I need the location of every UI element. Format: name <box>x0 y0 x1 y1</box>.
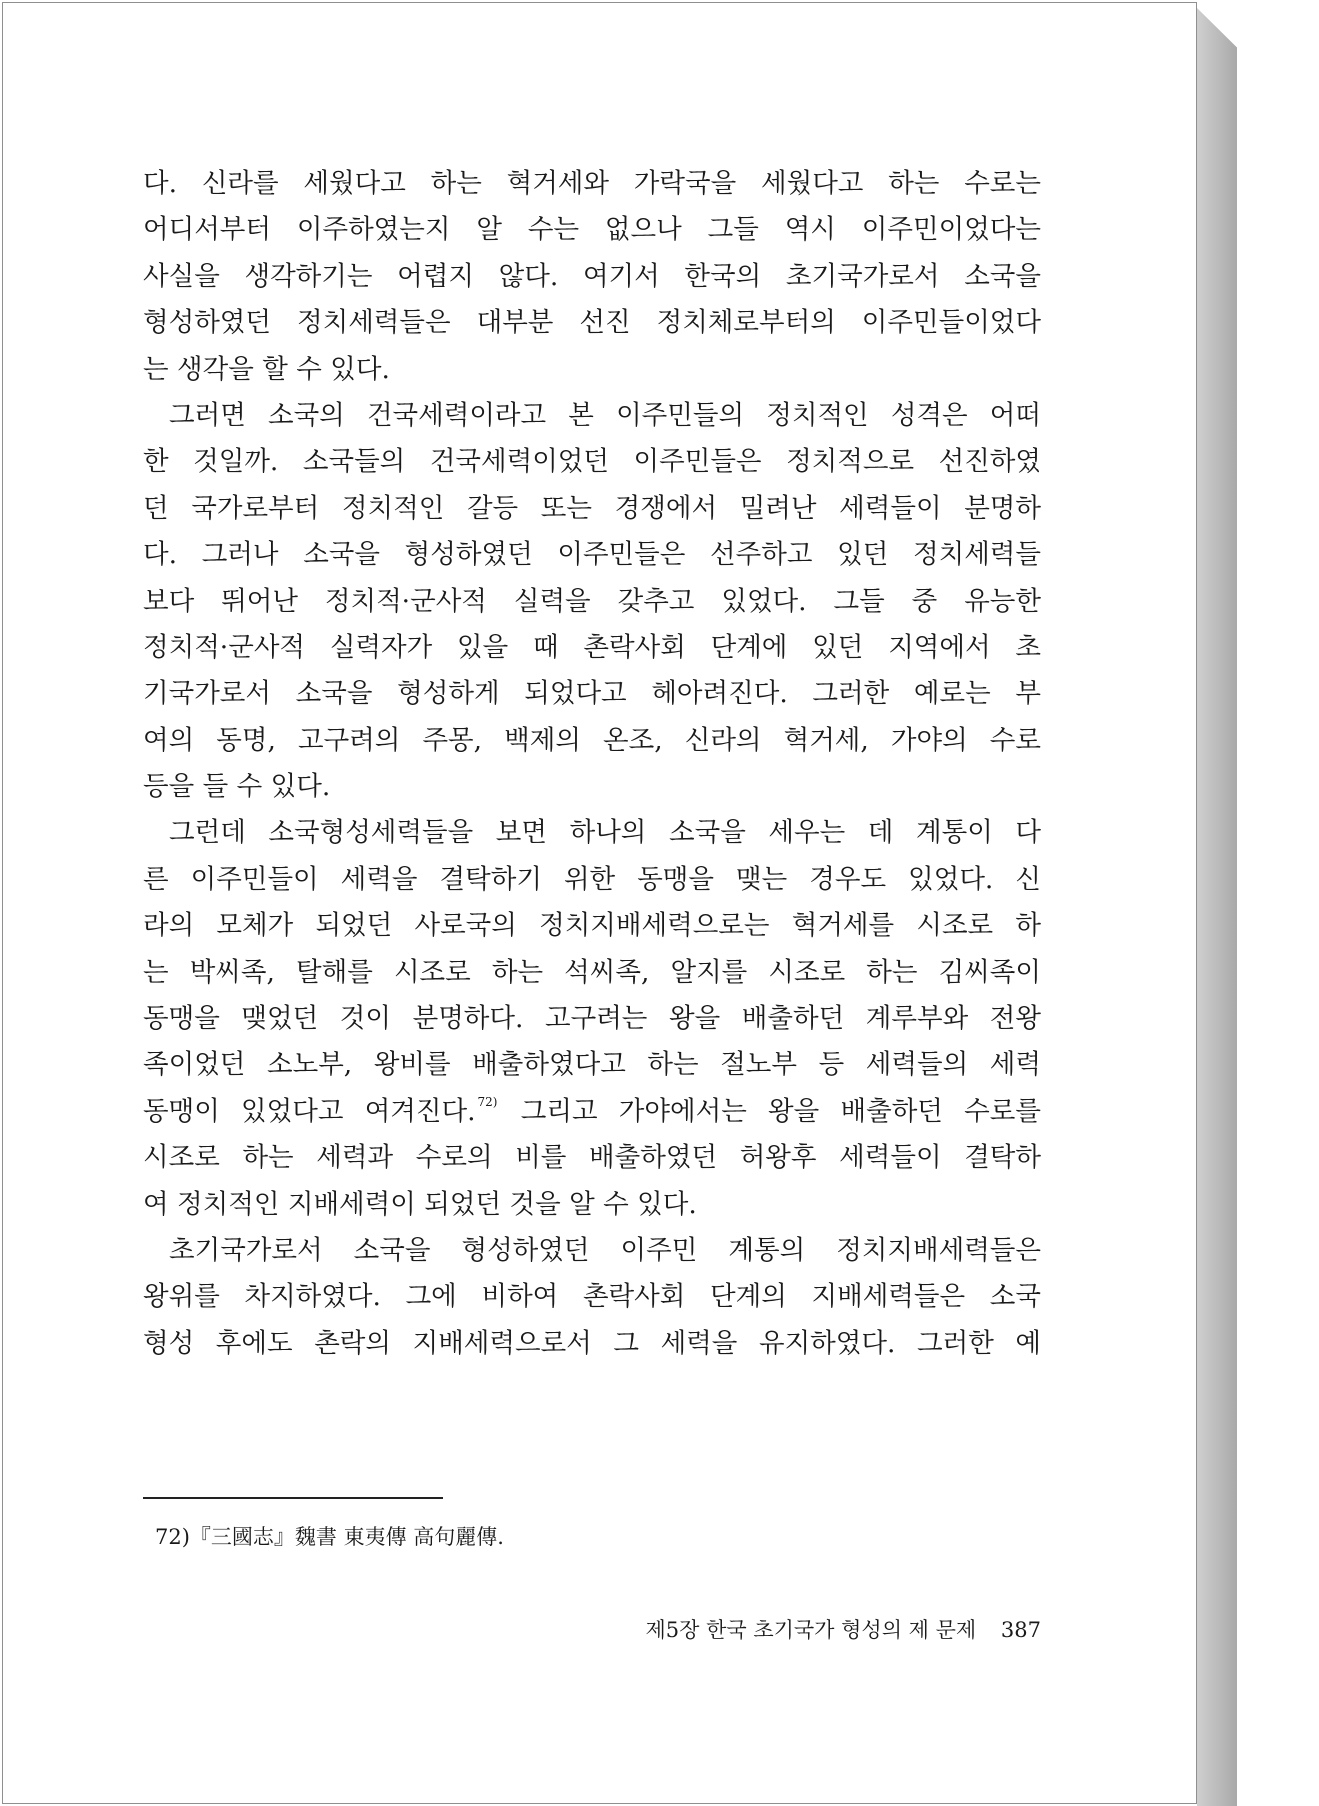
body-line-21 <box>143 1089 1041 1135</box>
body-line-11: 정치적·군사적 실력자가 있을 때 촌락사회 단계에 있던 지역에서 초 <box>143 631 1041 663</box>
body-line-9: 다. 그러나 소국을 형성하였던 이주민들은 선주하고 있던 정치세력들 <box>143 539 1041 571</box>
footnote-separator <box>143 1497 443 1499</box>
body-line-14: 등을 들 수 있다. <box>143 771 331 803</box>
running-footer: 제5장 한국 초기국가 형성의 제 문제 <box>645 1618 977 1642</box>
body-line-8: 던 국가로부터 정치적인 갈등 또는 경쟁에서 밀려난 세력들이 분명하 <box>143 492 1041 524</box>
page-footer <box>523 1614 1041 1644</box>
page-edge-shadow <box>1197 8 1237 1806</box>
body-line-26: 형성 후에도 촌락의 지배세력으로서 그 세력을 유지하였다. 그러한 예 <box>143 1327 1041 1359</box>
body-line-15: 그런데 소국형성세력들을 보면 하나의 소국을 세우는 데 계통이 다 <box>169 817 1041 849</box>
body-line-25: 왕위를 차지하였다. 그에 비하여 촌락사회 단계의 지배세력들은 소국 <box>143 1281 1041 1313</box>
footnote-marker: 72) <box>477 1094 498 1109</box>
body-line-10: 보다 뛰어난 정치적·군사적 실력을 갖추고 있었다. 그들 중 유능한 <box>143 585 1041 617</box>
body-line-23: 여 정치적인 지배세력이 되었던 것을 알 수 있다. <box>143 1188 697 1220</box>
body-line-12: 기국가로서 소국을 형성하게 되었다고 헤아려진다. 그러한 예로는 부 <box>143 678 1041 710</box>
body-text <box>143 161 1041 1367</box>
body-line-24: 초기국가로서 소국을 형성하였던 이주민 계통의 정치지배세력들은 <box>169 1234 1041 1266</box>
body-line-5: 는 생각을 할 수 있다. <box>143 353 390 385</box>
body-line-7: 한 것일까. 소국들의 건국세력이었던 이주민들은 정치적으로 선진하였 <box>143 446 1041 478</box>
body-line-21-end: 그리고 가야에서는 왕을 배출하던 수로를 <box>520 1095 1041 1127</box>
body-line-17: 라의 모체가 되었던 사로국의 정치지배세력으로는 혁거세를 시조로 하 <box>143 910 1041 942</box>
body-line-13: 여의 동명, 고구려의 주몽, 백제의 온조, 신라의 혁거세, 가야의 수로 <box>143 724 1041 756</box>
body-line-2: 어디서부터 이주하였는지 알 수는 없으나 그들 역시 이주민이었다는 <box>143 214 1041 246</box>
body-line-18: 는 박씨족, 탈해를 시조로 하는 석씨족, 알지를 시조로 하는 김씨족이 <box>143 956 1041 988</box>
body-line-3: 사실을 생각하기는 어렵지 않다. 여기서 한국의 초기국가로서 소국을 <box>143 260 1041 292</box>
body-line-22: 시조로 하는 세력과 수로의 비를 배출하였던 허왕후 세력들이 결탁하 <box>143 1142 1041 1174</box>
page-number: 387 <box>1000 1618 1041 1642</box>
body-line-19: 동맹을 맺었던 것이 분명하다. 고구려는 왕을 배출하던 계루부와 전왕 <box>143 1003 1041 1035</box>
footnote-72: 72)『三國志』魏書 東夷傳 高句麗傳. <box>155 1525 504 1549</box>
body-line-16: 른 이주민들이 세력을 결탁하기 위한 동맹을 맺는 경우도 있었다. 신 <box>143 863 1041 895</box>
body-line-21-start: 동맹이 있었다고 여겨진다. <box>143 1095 476 1127</box>
body-line-6: 그러면 소국의 건국세력이라고 본 이주민들의 정치적인 성격은 어떠 <box>169 399 1041 431</box>
body-line-4: 형성하였던 정치세력들은 대부분 선진 정치체로부터의 이주민들이었다 <box>143 307 1041 339</box>
body-line-20: 족이었던 소노부, 왕비를 배출하였다고 하는 절노부 등 세력들의 세력 <box>143 1049 1041 1081</box>
book-page <box>2 2 1197 1804</box>
body-line-1: 다. 신라를 세웠다고 하는 혁거세와 가락국을 세웠다고 하는 수로는 <box>143 168 1041 199</box>
